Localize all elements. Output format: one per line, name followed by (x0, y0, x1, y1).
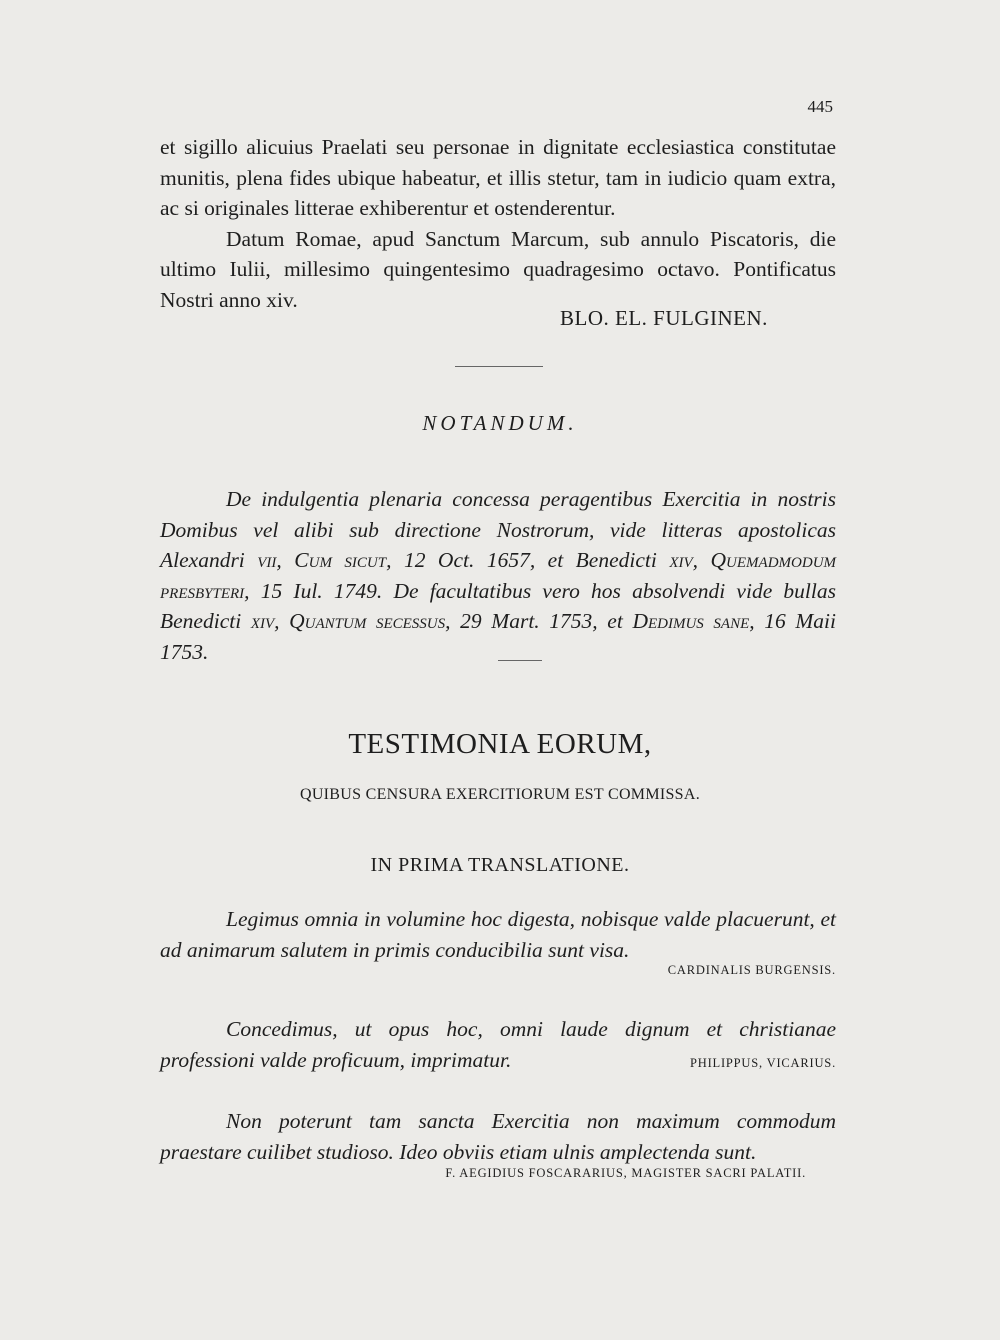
notandum-text (160, 484, 836, 667)
testimonium-1 (160, 904, 836, 965)
page-number: 445 (807, 97, 833, 116)
testimonium-text: Legimus omnia in volumine hoc digesta, nobisque valde placuerunt, et ad animarum salutem in primis conducibilia sunt visa. (160, 907, 836, 962)
notandum-paragraph: De indulgentia plenaria concessa peragentibus Exercitia in nostris Domibus vel alibi sub directione Nostrorum, vide litteras apostolicas Alexandri vii, Cum sicut, 12 Oct. 1657, et Benedicti xiv, Quemadmodum presbyteri, 15 Iul. 1749. De facultatibus vero hos absolvendi vide bullas Benedicti xiv, Quantum secessus, 29 Mart. 1753, et Dedimus sane, 16 Maii 1753. (160, 487, 837, 664)
testimonium-text: Concedimus, ut opus hoc, omni laude dignum et christianae professioni valde proficuum, imprimatur. PHILIPPUS, VICARIUS. (160, 1014, 836, 1075)
translation-heading: IN PRIMA TRANSLATIONE. (370, 854, 630, 876)
testimonia-subtitle: QUIBUS CENSURA EXERCITIORUM EST COMMISSA. (299, 786, 701, 803)
divider-rule-short (498, 660, 542, 661)
testimonium-3 (160, 1106, 836, 1167)
signature-cardinalis: CARDINALIS BURGENSIS. (667, 963, 836, 977)
paragraph-continuation: et sigillo alicuius Praelati seu personae in dignitate ecclesiastica constitutae munitis, plena fides ubique habeatur, et illis stetur, tam in iudicio quam extra, ac si originales litterae exhiberentur et ostenderentur. (160, 135, 836, 220)
divider-rule (455, 366, 543, 367)
paragraph-datum: Datum Romae, apud Sanctum Marcum, sub annulo Piscatoris, die ultimo Iulii, millesimo quingentesimo quadragesimo octavo. Pontificatus Nostri anno xiv. (160, 226, 836, 312)
signature-fulginen: BLO. EL. FULGINEN. (560, 306, 768, 330)
testimonium-text: Non poterunt tam sancta Exercitia non maximum commodum praestare cuilibet studioso. Ideo obviis etiam ulnis amplectenda sunt. (160, 1109, 836, 1164)
signature-philippus: PHILIPPUS, VICARIUS. (689, 1055, 836, 1070)
signature-fosccararius: F. AEGIDIUS FOSCARARIUS, MAGISTER SACRI PALATII. (445, 1166, 806, 1180)
testimonia-title: TESTIMONIA EORUM, (348, 728, 652, 760)
body-text-block (160, 132, 836, 315)
notandum-heading: NOTANDUM. (422, 411, 578, 435)
testimonium-2 (160, 1014, 836, 1078)
